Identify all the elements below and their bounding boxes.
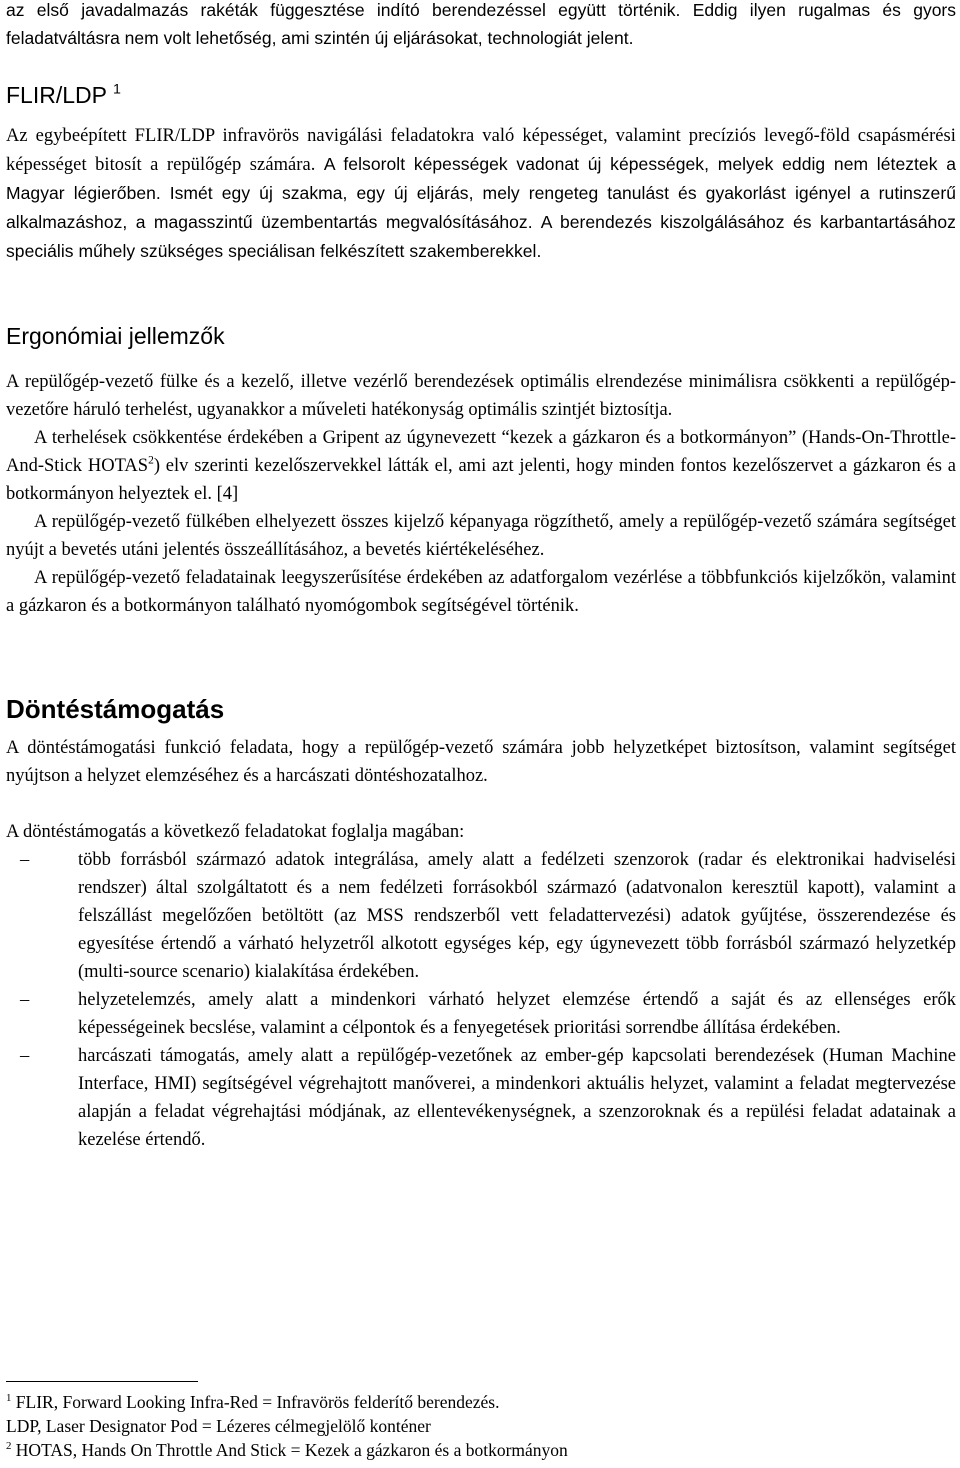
footnote-2 xyxy=(6,1438,956,1462)
flir-heading-text: FLIR/LDP xyxy=(6,82,107,108)
section-heading-ergonomics: Ergonómiai jellemzők xyxy=(6,323,225,349)
ergonomics-p2-start: A terhelések csökkentése érdekében a Gripent az úgynevezett “kezek a gázkaron és a botkormányon” (Hands-On-Throttle-And-Stick HOTAS xyxy=(6,428,956,476)
flir-body xyxy=(6,122,956,266)
footnote-1b: LDP, Laser Designator Pod = Lézeres célmegjelölő konténer xyxy=(6,1416,431,1436)
footnote-2-text: HOTAS, Hands On Throttle And Stick = Kezek a gázkaron és a botkormányon xyxy=(15,1440,568,1460)
decision-paragraph-1: A döntéstámogatási funkció feladata, hogy a repülőgép-vezető számára jobb helyzetképet biztosítson, valamint segítséget nyújtson a helyzet elemzéséhez és a harcászati döntéshozatalhoz. xyxy=(6,738,956,786)
list-item-text: harcászati támogatás, amely alatt a repülőgép-vezetőnek az ember-gép kapcsolati berendezések (Human Machine Interface, HMI) segítségével végrehajtott manőverei, a mindenkori aktuális helyzet, valamint a feladat megtervezése alapján a feladat végrehajtási módjának, az ellentevékenységnek, a szenzoroknak és a repülési feladat adatainak a kezelése értendő. xyxy=(78,1046,956,1150)
list-item-text: több forrásból származó adatok integrálása, amely alatt a fedélzeti szenzorok (radar és elektronikai hadviselési rendszer) által szolgáltatott és a nem fedélzeti forrásokból származó (adatvonalon keresztül kapott), valamint a felszállást megelőzően betöltött (az MSS rendszerből vett feladattervezési) adatok gyűjtése, összerendezése és egyesítése értendő a várható helyzetről alkotott egységes kép, egy úgynevezett több forrásból származó helyzetkép (multi-source scenario) kialakítása érdekében. xyxy=(78,850,956,982)
decision-task-list xyxy=(6,846,956,1154)
section-heading-flir xyxy=(6,82,121,109)
dash-bullet: – xyxy=(20,1046,30,1066)
dash-bullet: – xyxy=(20,850,30,870)
ergonomics-paragraph-1: A repülőgép-vezető fülke és a kezelő, illetve vezérlő berendezések optimális elrendezése minimálisra csökkenti a repülőgép-vezetőre háruló terhelést, ugyanakkor a műveleti hatékonyság optimális szintjét biztosítja. xyxy=(6,372,956,420)
decision-paragraph-2: A döntéstámogatás a következő feladatokat foglalja magában: xyxy=(6,822,465,842)
ergonomics-paragraph-4: A repülőgép-vezető feladatainak leegyszerűsítése érdekében az adatforgalom vezérlése a többfunkciós kijelzőkön, valamint a gázkaron és a botkormányon található nyomógombok segítségével történik. xyxy=(6,568,956,616)
ergonomics-paragraph-3: A repülőgép-vezető fülkében elhelyezett összes kijelző képanyaga rögzíthető, amely a repülőgép-vezető számára segítséget nyújt a bevetés utáni jelentés összeállításához, a bevetés kiértékeléséhez. xyxy=(6,512,956,560)
decision-support-body xyxy=(6,734,956,1154)
flir-sentence-1: Az egybeépített FLIR/LDP infravörös navigálási feladatokra való képességet, valamint precíziós levegő-föld csapásmérési képességet bitosít a repülőgép számára. xyxy=(6,126,956,175)
list-item-text: helyzetelemzés, amely alatt a mindenkori várható helyzet elemzése értendő a saját és az ellenséges erők képességeinek becslése, valamint a célpontok és a fenyegetések prioritási sorrendbe állítása érdekében. xyxy=(78,990,956,1038)
flir-sentence-4: A berendezés kiszolgálásához és karbantartásához speciális műhely szükséges speciálisan felkészített szakemberekkel. xyxy=(6,212,956,261)
ergonomics-body xyxy=(6,368,956,620)
list-item xyxy=(6,1042,956,1154)
list-item xyxy=(6,846,956,986)
flir-sentence-3: Ismét egy új szakma, egy új eljárás, mely rengeteg tanulást és gyakorlást igényel a rutinszerű alkalmazáshoz, a magasszintű üzembentartás megvalósításához. xyxy=(6,183,957,232)
footnote-ref-1: 1 xyxy=(112,81,121,98)
footnote-ref-2: 2 xyxy=(148,454,154,467)
footnote-number-2: 2 xyxy=(6,1439,12,1452)
footnote-1 xyxy=(6,1390,956,1414)
footnotes xyxy=(6,1390,956,1462)
footnote-separator xyxy=(6,1381,198,1382)
dash-bullet: – xyxy=(20,990,30,1010)
flir-sentence-2: A felsorolt képességek vadonat új képességek, melyek eddig nem léteztek a Magyar légierőben. xyxy=(6,154,957,203)
ergonomics-paragraph-2 xyxy=(6,424,956,508)
footnote-1-text: FLIR, Forward Looking Infra-Red = Infravörös felderítő berendezés. xyxy=(15,1392,500,1412)
flir-paragraph xyxy=(6,122,956,266)
footnote-number-1: 1 xyxy=(6,1391,12,1404)
section-heading-decision-support: Döntéstámogatás xyxy=(6,694,225,724)
list-item xyxy=(6,986,956,1042)
ergonomics-p2-end: ) elv szerinti kezelőszervekkel látták el, ami azt jelenti, hogy minden fontos kezelőszervet a gázkaron és a botkormányon helyeztek el. [4] xyxy=(6,456,956,504)
intro-paragraph: az első javadalmazás rakéták függesztése indító berendezéssel együtt történik. Eddig ilyen rugalmas és gyors feladatváltásra nem volt lehetőség, ami szintén új eljárásokat, technologiát jelent. xyxy=(6,0,956,48)
